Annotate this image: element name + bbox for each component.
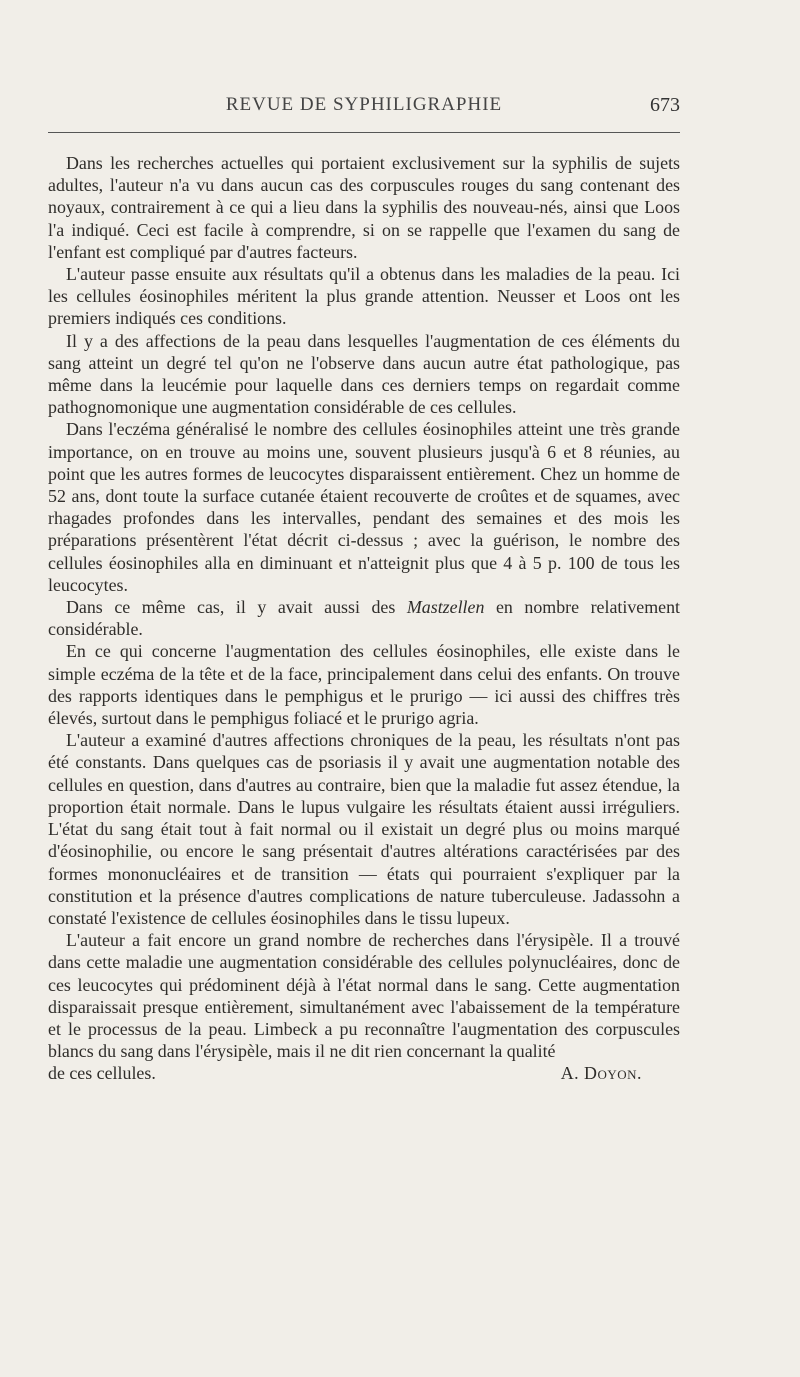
page-number: 673 (650, 94, 680, 116)
paragraph-6: En ce qui concerne l'augmentation des cellules éosinophiles, elle existe dans le simple eczéma de la tête et de la face, principalement dans celui des enfants. On trouve des rapports identiques dans le pemphigus et le prurigo — ici aussi des chiffres très élevés, surtout dans le pemphigus foliacé et le prurigo agria. (48, 641, 680, 729)
paragraph-5 (48, 596, 680, 640)
italic-term: Mastzellen (406, 597, 485, 618)
article-body (48, 152, 680, 1085)
paragraph-5-text-a: Dans ce même cas, il y avait aussi des (66, 597, 407, 618)
paragraph-5-text-b: en nombre relativement considérable. (48, 597, 680, 640)
page-header (48, 94, 680, 124)
author-signature: A. Doyon. (560, 1063, 642, 1084)
paragraph-2: L'auteur passe ensuite aux résultats qu'il a obtenus dans les maladies de la peau. Ici les cellules éosinophiles méritent la plus grande attention. Neusser et Loos ont les premiers indiqués ces conditions. (48, 264, 680, 329)
closing-line (48, 1062, 680, 1084)
paragraph-1: Dans les recherches actuelles qui portaient exclusivement sur la syphilis de sujets adultes, l'auteur n'a vu dans aucun cas des corpuscules rouges du sang contenant des noyaux, contrairement à ce qui a lieu dans la syphilis des nouveau-nés, ainsi que Loos l'a indiqué. Ceci est facile à comprendre, si on se rappelle que l'examen du sang de l'enfant est compliqué par d'autres facteurs. (48, 153, 680, 262)
paragraph-7: L'auteur a examiné d'autres affections chroniques de la peau, les résultats n'ont pas été constants. Dans quelques cas de psoriasis il y avait une augmentation notable des cellules en question, dans d'autres au contraire, bien que la maladie fut assez étendue, la proportion était normale. Dans le lupus vulgaire les résultats étaient aussi irréguliers. L'état du sang était tout à fait normal ou il existait un degré plus ou moins marqué d'éosinophilie, ou encore le sang présentait d'autres altérations caractérisées par des formes mononucléaires et de transition — états qui pourraient s'expliquer par la constitution et la présence d'autres complications de nature tuberculeuse. Jadassohn a constaté l'existence de cellules éosinophiles dans le tissu lupeux. (48, 730, 680, 928)
closing-text: de ces cellules. (48, 1063, 156, 1084)
paragraph-3: Il y a des affections de la peau dans lesquelles l'augmentation de ces éléments du sang atteint un degré tel qu'on ne l'observe dans aucun autre état pathologique, pas même dans la leucémie pour laquelle dans ces derniers temps on regardait comme pathognomonique une augmentation considérable de ces cellules. (48, 330, 680, 418)
paragraph-4: Dans l'eczéma généralisé le nombre des cellules éosinophiles atteint une très grande importance, on en trouve au moins une, souvent plusieurs jusqu'à 6 et 8 réunies, au point que les autres formes de leucocytes disparaissent entièrement. Chez un homme de 52 ans, dont toute la surface cutanée étaient recouverte de croûtes et de squames, avec rhagades profondes dans les intervalles, pendant des semaines et des mois les préparations présentèrent l'état décrit ci-dessus ; avec la guérison, le nombre des cellules éosinophiles alla en diminuant et n'atteignit plus que 4 à 5 p. 100 de tous les leucocytes. (48, 419, 680, 595)
paragraph-8: L'auteur a fait encore un grand nombre de recherches dans l'érysipèle. Il a trouvé dans cette maladie une augmentation considérable des cellules polynucléaires, donc de ces leucocytes qui prédominent déjà à l'état normal dans le sang. Cette augmentation disparaissait presque entièrement, simultanément avec l'abaissement de la température et le processus de la peau. Limbeck a pu reconnaître l'augmentation des corpuscules blancs du sang dans l'érysipèle, mais il ne dit rien concernant la qualité (48, 930, 680, 1062)
running-title: REVUE DE SYPHILIGRAPHIE (225, 94, 503, 115)
header-rule (48, 132, 680, 133)
